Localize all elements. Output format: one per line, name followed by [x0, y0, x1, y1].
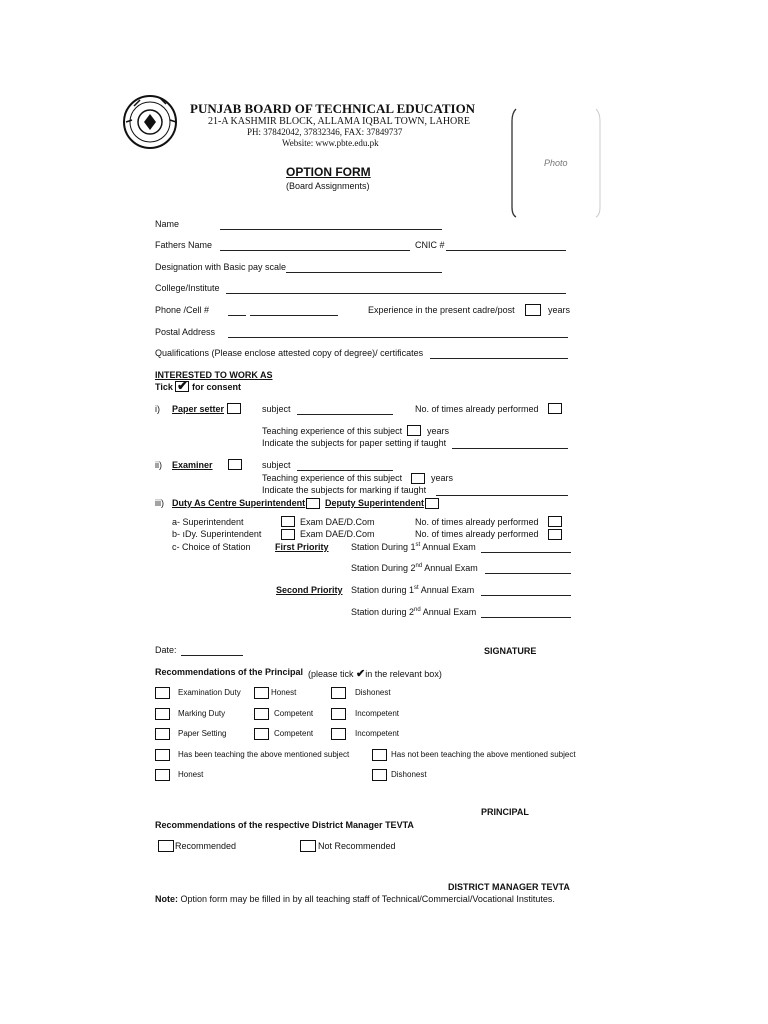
recommended-label: Recommended [175, 841, 237, 851]
interest-heading: INTERESTED TO WORK AS [155, 370, 273, 380]
paper-setter-label: Paper setter [172, 404, 225, 414]
date-field[interactable] [181, 655, 243, 656]
marking-incompetent-box[interactable] [331, 708, 346, 720]
cnic-field[interactable] [446, 250, 566, 251]
examiner-num: ii) [155, 460, 162, 470]
examiner-box[interactable] [228, 459, 242, 470]
fathers-name-label: Fathers Name [155, 240, 213, 250]
marking-duty-box[interactable] [155, 708, 170, 720]
district-manager-label: DISTRICT MANAGER TEVTA [448, 882, 570, 892]
station-second-1-field[interactable] [481, 595, 571, 596]
duty-centre-label: Duty As Centre Superintendent [172, 498, 306, 508]
experience-years-box[interactable] [525, 304, 541, 316]
designation-field[interactable] [286, 272, 442, 273]
examiner-teaching-label: Teaching experience of this subject [262, 473, 403, 483]
paper-setter-indicate-label: Indicate the subjects for paper setting if taught [262, 438, 447, 448]
qualifications-label: Qualifications (Please enclose attested copy of degree)/ certificates [155, 348, 424, 358]
paper-setter-box[interactable] [227, 403, 241, 414]
deputy-label: Deputy Superintendent [325, 498, 425, 508]
tick-prefix: Tick [155, 382, 173, 392]
paper-incompetent-box[interactable] [331, 728, 346, 740]
postal-label: Postal Address [155, 327, 216, 337]
paper-setter-times-box[interactable] [548, 403, 562, 414]
superintendent-label: a- Superintendent [172, 517, 244, 527]
station-first-1-label: Station During 1st Annual Exam [351, 542, 476, 552]
paper-setter-subject-field[interactable] [297, 414, 393, 415]
dishonest-label: Dishonest [391, 770, 427, 779]
exam-honest-label: Honest [271, 688, 297, 697]
tick-mark-icon: ✔ [356, 668, 366, 680]
station-first-2-field[interactable] [485, 573, 571, 574]
note [155, 894, 555, 904]
honest-box[interactable] [155, 769, 170, 781]
date-label: Date: [155, 645, 177, 655]
has-not-been-teaching-label: Has not been teaching the above mentioned subject [391, 750, 576, 759]
paper-competent-box[interactable] [254, 728, 269, 740]
dy-superintendent-times-box[interactable] [548, 529, 562, 540]
paper-setter-times-label: No. of times already performed [415, 404, 539, 414]
phone-field-code[interactable] [228, 315, 246, 316]
first-priority-label: First Priority [275, 542, 329, 552]
superintendent-times-box[interactable] [548, 516, 562, 527]
phone-label: Phone /Cell # [155, 305, 210, 315]
org-phone: PH: 37842042, 37832346, FAX: 37849737 [247, 127, 403, 137]
cnic-label: CNIC # [415, 240, 445, 250]
paper-setter-teaching-label: Teaching experience of this subject [262, 426, 403, 436]
experience-label: Experience in the present cadre/post [368, 305, 515, 315]
dy-superintendent-exam-label: Exam DAE/D.Com [300, 529, 375, 539]
principal-signature-label: PRINCIPAL [481, 807, 529, 817]
not-recommended-label: Not Recommended [318, 841, 396, 851]
examination-duty-label: Examination Duty [178, 688, 241, 697]
org-name: PUNJAB BOARD OF TECHNICAL EDUCATION [190, 101, 476, 116]
org-website: Website: www.pbte.edu.pk [282, 138, 379, 148]
postal-field[interactable] [228, 337, 568, 338]
choice-station-label: c- Choice of Station [172, 542, 251, 552]
station-first-1-field[interactable] [481, 552, 571, 553]
superintendent-times-label: No. of times already performed [415, 517, 539, 527]
examiner-subject-label: subject [262, 460, 291, 470]
dishonest-box[interactable] [372, 769, 387, 781]
form-title: OPTION FORM [286, 165, 371, 179]
examination-duty-box[interactable] [155, 687, 170, 699]
examiner-indicate-label: Indicate the subjects for marking if taught [262, 485, 427, 495]
marking-competent-label: Competent [274, 709, 314, 718]
college-field[interactable] [226, 293, 566, 294]
paper-setter-teaching-box[interactable] [407, 425, 421, 436]
marking-incompetent-label: Incompetent [355, 709, 400, 718]
deputy-box[interactable] [425, 498, 439, 509]
org-address: 21-A KASHMIR BLOCK, ALLAMA IQBAL TOWN, LAHORE [208, 116, 471, 127]
marking-duty-label: Marking Duty [178, 709, 226, 718]
has-been-teaching-label: Has been teaching the above mentioned subject [178, 750, 350, 759]
dy-superintendent-label: b- ıDy. Superintendent [172, 529, 262, 539]
tick-suffix: for consent [192, 382, 242, 392]
paper-setting-label: Paper Setting [178, 729, 227, 738]
examiner-teaching-box[interactable] [411, 473, 425, 484]
paper-competent-label: Competent [274, 729, 314, 738]
logo-seal [120, 92, 180, 152]
duty-centre-box[interactable] [306, 498, 320, 509]
paper-setter-num: i) [155, 404, 160, 414]
station-second-1-label: Station during 1st Annual Exam [351, 585, 475, 595]
station-second-2-label: Station during 2nd Annual Exam [351, 607, 477, 617]
name-label: Name [155, 219, 180, 229]
station-second-2-field[interactable] [481, 617, 571, 618]
paper-incompetent-label: Incompetent [355, 729, 400, 738]
principal-heading: Recommendations of the Principal [155, 667, 304, 677]
name-field[interactable] [220, 229, 442, 230]
station-first-2-label: Station During 2nd Annual Exam [351, 563, 478, 573]
form-subtitle: (Board Assignments) [286, 181, 370, 191]
examiner-label: Examiner [172, 460, 213, 470]
experience-years-label: years [548, 305, 571, 315]
phone-field-number[interactable] [250, 315, 338, 316]
second-priority-label: Second Priority [276, 585, 343, 595]
check-icon: ✔ [177, 378, 188, 393]
principal-instruction: (please tick ✔in the relevant box) [308, 668, 442, 680]
superintendent-box[interactable] [281, 516, 295, 527]
not-recommended-box[interactable] [300, 840, 316, 852]
qualifications-field[interactable] [430, 358, 568, 359]
college-label: College/Institute [155, 283, 220, 293]
paper-setting-box[interactable] [155, 728, 170, 740]
note-text: Option form may be filled in by all teaching staff of Technical/Commercial/Vocational Institutes. [180, 894, 555, 904]
fathers-name-field[interactable] [220, 250, 410, 251]
seal-icon [120, 92, 180, 152]
examiner-indicate-field[interactable] [436, 495, 568, 496]
examiner-years-label: years [431, 473, 454, 483]
exam-dishonest-label: Dishonest [355, 688, 391, 697]
note-label: Note: [155, 894, 178, 904]
has-not-been-teaching-box[interactable] [372, 749, 387, 761]
paper-setter-indicate-field[interactable] [452, 448, 568, 449]
dy-superintendent-box[interactable] [281, 529, 295, 540]
examiner-subject-field[interactable] [297, 470, 393, 471]
tevta-heading: Recommendations of the respective District Manager TEVTA [155, 820, 414, 830]
marking-competent-box[interactable] [254, 708, 269, 720]
recommended-box[interactable] [158, 840, 174, 852]
duty-num: iii) [155, 498, 164, 508]
paper-setter-years-label: years [427, 426, 450, 436]
honest-label: Honest [178, 770, 204, 779]
superintendent-exam-label: Exam DAE/D.Com [300, 517, 375, 527]
exam-dishonest-box[interactable] [331, 687, 346, 699]
exam-honest-box[interactable] [254, 687, 269, 699]
signature-label: SIGNATURE [484, 646, 537, 656]
designation-label: Designation with Basic pay scale [155, 262, 287, 272]
has-been-teaching-box[interactable] [155, 749, 170, 761]
dy-superintendent-times-label: No. of times already performed [415, 529, 539, 539]
paper-setter-subject-label: subject [262, 404, 291, 414]
photo-label: Photo [544, 158, 568, 168]
